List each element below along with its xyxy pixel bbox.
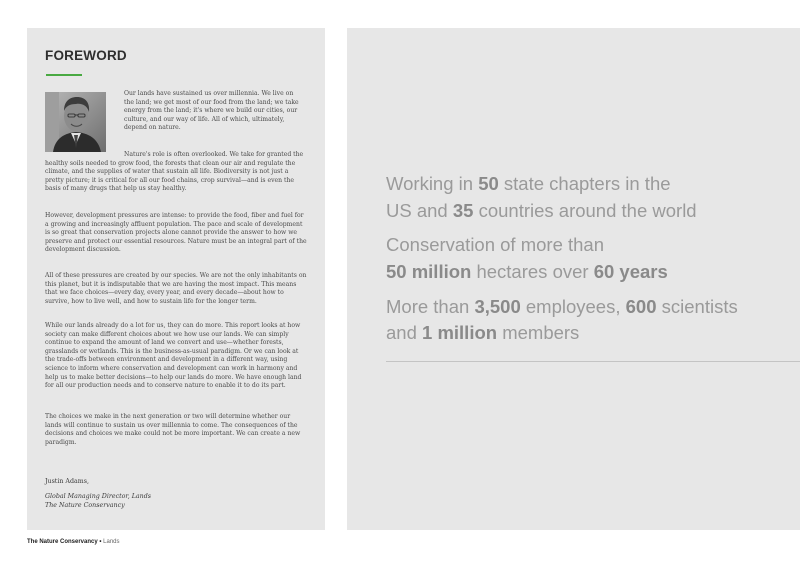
stat-number: 35 (452, 200, 474, 221)
stat-number: 50 (478, 173, 499, 194)
stats-divider (386, 361, 800, 362)
page-footer (27, 539, 120, 545)
signature-name: Justin Adams, (45, 478, 89, 485)
stat-line (386, 197, 697, 224)
foreword-panel (27, 28, 325, 530)
stat-text: Working in (386, 173, 479, 194)
signature-role-title: Global Managing Director, Lands (45, 493, 152, 500)
stat-text: countries around the world (473, 200, 697, 221)
stat-text: and (386, 322, 423, 343)
foreword-paragraph: While our lands already do a lot for us, they can do more. This report looks at how society can make different choices about we how use our lands. We can simply continue to expand the amount of land we convert and use—whether forests, grasslands or wetlands. This is the business-as-usual paradigm. Or we can look at the trade-offs between environment and development in a different way, using science to inform where conservation and development can work in harmony and help us to make better decisions—to help our lands do more. We have enough land for all our production needs and to conserve nature to enable it to do its part. (45, 322, 302, 390)
page-title: FOREWORD (45, 48, 127, 63)
footer-brand: The Nature Conservancy (27, 539, 98, 545)
foreword-paragraph: Our lands have sustained us over millennia. We live on the land; we get most of our food from the land; we take energy from the land; it's where we build our cities, our culture, and our way of life. All of which, ultimately, depend on nature. (124, 90, 299, 132)
signature-role-organization: The Nature Conservancy (45, 502, 125, 509)
stat-text: members (497, 322, 580, 343)
stat-text: hectares over (471, 261, 594, 282)
stat-line (386, 293, 738, 320)
footer-section: Lands (103, 539, 120, 545)
foreword-paragraph: Nature's role is often overlooked. We take for granted the healthy soils needed to grow food, the forests that clean our air and regulate the climate, and the supplies of water that sustain all life. Biodiversity is not just a pretty picture; it is critical for all our food chains, crop survival—and is even the basis of many drugs that help us stay healthy. (45, 151, 304, 193)
stat-text: employees, (520, 296, 626, 317)
footer-separator: • (97, 539, 104, 545)
stat-number: 1 million (422, 322, 498, 343)
stat-line (386, 258, 668, 285)
stat-line (386, 319, 579, 346)
title-underline (46, 74, 82, 76)
stat-line (386, 170, 671, 197)
stat-number: 600 (625, 296, 657, 317)
stat-text: state chapters in the (498, 173, 671, 194)
stat-text: US and (386, 200, 453, 221)
stats-panel (347, 28, 800, 530)
author-portrait (45, 92, 106, 152)
stat-text: Conservation of more than (386, 234, 605, 255)
stat-number: 3,500 (474, 296, 521, 317)
stat-text: scientists (656, 296, 738, 317)
stat-number: 60 years (593, 261, 668, 282)
stat-line (386, 231, 604, 258)
signature-role (45, 492, 151, 510)
foreword-paragraph: However, development pressures are intense: to provide the food, fiber and fuel for a growing and increasingly affluent population. The pace and scale of development is so great that conservation projects alone cannot provide the answer to how we preserve and protect our essential resources. Nature must be an integral part of the development discussion. (45, 212, 307, 254)
foreword-paragraph: All of these pressures are created by our species. We are not the only inhabitants on this planet, but it is indisputable that we are having the most impact. This means that we face choices—every day, every year, and every decade—about how to survive, how to live well, and how to sustain life for the longer term. (45, 272, 307, 305)
stat-text: More than (386, 296, 475, 317)
stat-number: 50 million (386, 261, 472, 282)
foreword-paragraph: The choices we make in the next generation or two will determine whether our lands will continue to sustain us over millennia to come. The consequences of the decisions and choices we make could not be more important. We can create a new paradigm. (45, 413, 301, 446)
